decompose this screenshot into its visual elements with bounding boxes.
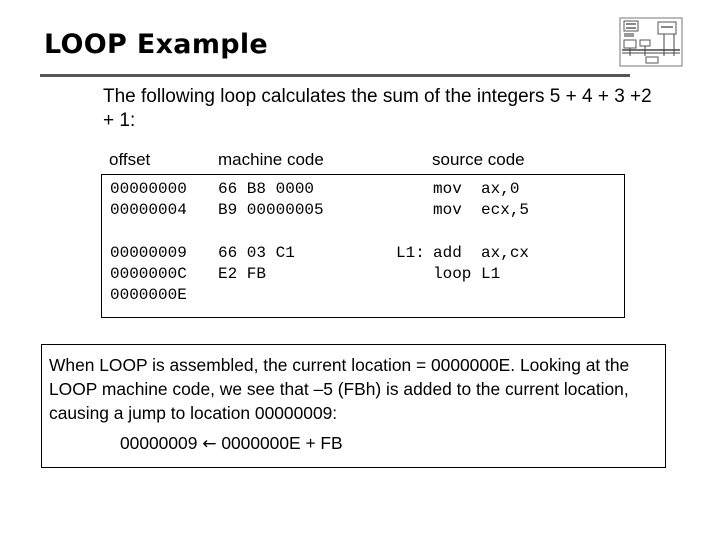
source-code-cell: loop L1 bbox=[433, 265, 501, 283]
explanation-box bbox=[41, 344, 666, 468]
machine-code-column-header: machine code bbox=[218, 150, 324, 169]
source-code-cell: add ax,cx bbox=[433, 244, 530, 262]
offset-cell: 0000000C bbox=[110, 265, 187, 283]
offset-cell: 00000009 bbox=[110, 244, 187, 262]
jump-formula bbox=[120, 433, 343, 454]
explanation-text: When LOOP is assembled, the current location = 0000000E. Looking at the LOOP machine code, we see that –5 (FBh) is added to the current location, causing a jump to location 00000009: bbox=[49, 355, 630, 423]
offset-cell: 00000004 bbox=[110, 201, 187, 219]
offset-column-header: offset bbox=[109, 150, 151, 169]
formula-expression: 0000000E + FB bbox=[221, 433, 343, 453]
system-diagram-logo-icon bbox=[618, 16, 684, 68]
machine-code-cell: E2 FB bbox=[218, 265, 267, 283]
source-code-cell: mov ax,0 bbox=[433, 180, 520, 198]
slide-title: LOOP Example bbox=[44, 29, 269, 60]
label-cell: L1: bbox=[396, 244, 425, 262]
source-code-cell: mov ecx,5 bbox=[433, 201, 530, 219]
machine-code-cell: 66 03 C1 bbox=[218, 244, 295, 262]
title-divider bbox=[40, 74, 630, 77]
machine-code-cell: B9 00000005 bbox=[218, 201, 324, 219]
machine-code-cell: 66 B8 0000 bbox=[218, 180, 315, 198]
formula-target: 00000009 bbox=[120, 433, 198, 453]
code-listing-box bbox=[101, 174, 625, 318]
offset-cell: 00000000 bbox=[110, 180, 187, 198]
left-arrow-icon: ← bbox=[202, 434, 217, 454]
source-code-column-header: source code bbox=[432, 150, 525, 169]
intro-text: The following loop calculates the sum of the integers 5 + 4 + 3 +2 + 1: bbox=[103, 86, 652, 131]
offset-cell: 0000000E bbox=[110, 286, 187, 304]
